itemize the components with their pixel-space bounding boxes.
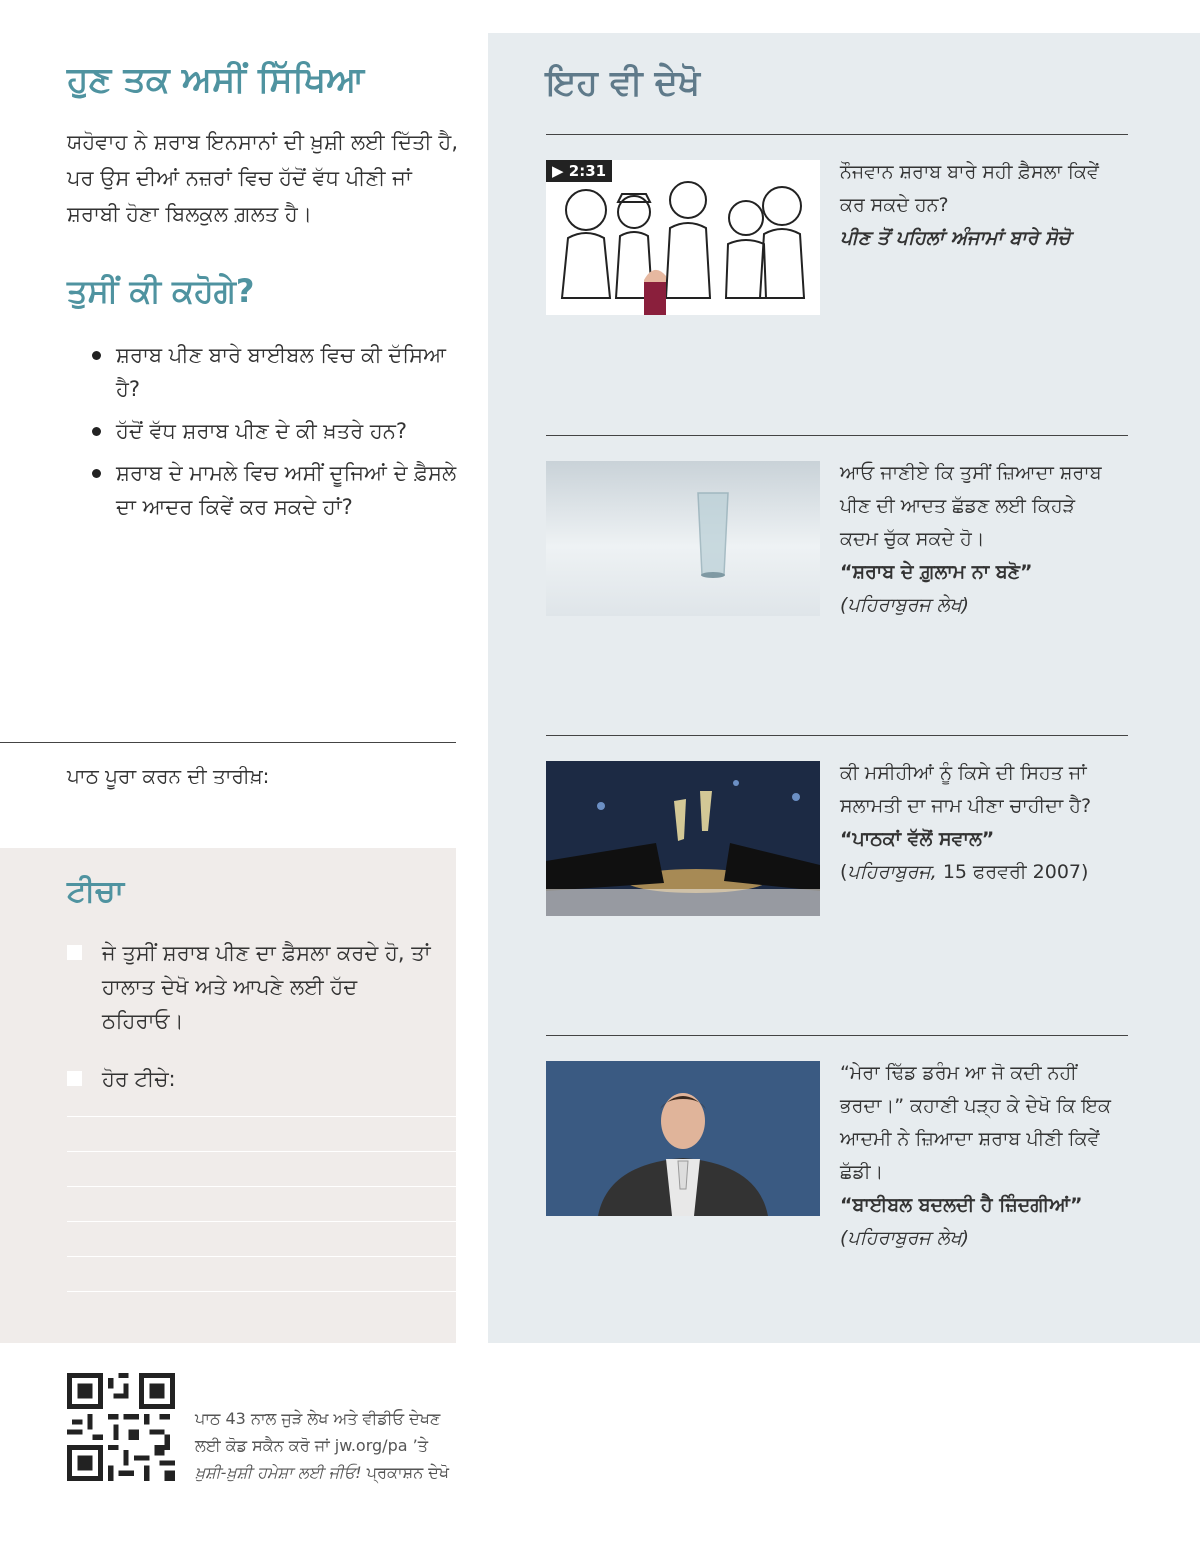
item-source: (ਪਹਿਰਾਬੁਰਜ ਲੇਖ): [840, 594, 970, 616]
see-also-panel: [488, 33, 1200, 1343]
item-link-title[interactable]: ਪੀਣ ਤੋਂ ਪਹਿਲਾਂ ਅੰਜਾਮਾਂ ਬਾਰੇ ਸੋਚੋ: [840, 227, 1071, 249]
summary-text: ਯਹੋਵਾਹ ਨੇ ਸ਼ਰਾਬ ਇਨਸਾਨਾਂ ਦੀ ਖ਼ੁਸ਼ੀ ਲਈ ਦਿੱਤੀ ਹੈ, ਪਰ ਉਸ ਦੀਆਂ ਨਜ਼ਰਾਂ ਵਿਚ ਹੱਦੋਂ ਵੱਧ ਪੀਣੀ ਜਾਂ ਸ਼ਰਾਬੀ ਹੋਣਾ ਬਿਲਕੁਲ ਗ਼ਲਤ ਹੈ।: [67, 130, 458, 226]
item-divider: [546, 134, 1128, 135]
completion-date-label: ਪਾਠ ਪੂਰਾ ਕਰਨ ਦੀ ਤਾਰੀਖ਼:: [67, 764, 270, 788]
man-portrait-image: [546, 1061, 820, 1216]
qr-code-icon[interactable]: [67, 1373, 175, 1481]
item-description: ਆਓ ਜਾਣੀਏ ਕਿ ਤੁਸੀਂ ਜ਼ਿਆਦਾ ਸ਼ਰਾਬ ਪੀਣ ਦੀ ਆਦਤ ਛੱਡਣ ਲਈ ਕਿਹੜੇ ਕਦਮ ਚੁੱਕ ਸਕਦੇ ਹੋ।: [840, 462, 1102, 550]
goal-box: [0, 848, 456, 1343]
item-link-title[interactable]: “ਸ਼ਰਾਬ ਦੇ ਗ਼ੁਲਾਮ ਨਾ ਬਣੋ”: [840, 561, 1033, 583]
goal-title: ਟੀਚਾ: [67, 874, 125, 909]
goal-item: [67, 936, 437, 1038]
question-item: ਹੱਦੋਂ ਵੱਧ ਸ਼ਰਾਬ ਪੀਣ ਦੇ ਕੀ ਖ਼ਤਰੇ ਹਨ?: [88, 414, 458, 448]
see-also-item: [546, 1035, 1128, 1249]
video-duration: ▶ 2:31: [546, 160, 612, 182]
see-also-item: [546, 735, 1128, 883]
question-item: ਸ਼ਰਾਬ ਦੇ ਮਾਮਲੇ ਵਿਚ ਅਸੀਂ ਦੂਜਿਆਂ ਦੇ ਫ਼ੈਸਲੇ ਦਾ ਆਦਰ ਕਿਵੇਂ ਕਰ ਸਕਦੇ ਹਾਂ?: [88, 456, 458, 524]
footer-line: ਪਾਠ 43 ਨਾਲ ਜੁੜੇ ਲੇਖ ਅਤੇ ਵੀਡੀਓ ਦੇਖਣ: [195, 1409, 441, 1428]
article-thumbnail[interactable]: [546, 1061, 820, 1216]
footer-line: ਲਈ ਕੋਡ ਸਕੈਨ ਕਰੋ ਜਾਂ jw.org/pa ’ਤੇ: [195, 1436, 428, 1455]
item-description: ਕੀ ਮਸੀਹੀਆਂ ਨੂੰ ਕਿਸੇ ਦੀ ਸਿਹਤ ਜਾਂ ਸਲਾਮਤੀ ਦਾ ਜਾਮ ਪੀਣਾ ਚਾਹੀਦਾ ਹੈ?: [840, 762, 1092, 817]
item-description: ਨੌਜਵਾਨ ਸ਼ਰਾਬ ਬਾਰੇ ਸਹੀ ਫ਼ੈਸਲਾ ਕਿਵੇਂ ਕਰ ਸਕਦੇ ਹਨ?: [840, 161, 1099, 216]
item-text: [840, 156, 1115, 255]
goal-item-other: [67, 1062, 437, 1096]
toast-image: [546, 761, 820, 916]
item-source: (ਪਹਿਰਾਬੁਰਜ ਲੇਖ): [840, 1227, 970, 1249]
goal-write-lines: [67, 1116, 456, 1326]
goal-checkbox[interactable]: [67, 945, 82, 960]
source-publication: ਪਹਿਰਾਬੁਰਜ,: [847, 861, 937, 883]
article-thumbnail[interactable]: [546, 461, 820, 616]
cartoon-illustration: [546, 160, 820, 315]
divider: [0, 742, 456, 743]
item-link-title[interactable]: “ਬਾਈਬਲ ਬਦਲਦੀ ਹੈ ਜ਼ਿੰਦਗੀਆਂ”: [840, 1194, 1083, 1216]
item-divider: [546, 735, 1128, 736]
question-item: ਸ਼ਰਾਬ ਪੀਣ ਬਾਰੇ ਬਾਈਬਲ ਵਿਚ ਕੀ ਦੱਸਿਆ ਹੈ?: [88, 338, 458, 406]
item-source: (ਪਹਿਰਾਬੁਰਜ, 15 ਫਰਵਰੀ 2007): [840, 861, 1089, 883]
item-title-line: [840, 1189, 1115, 1255]
glass-image: [546, 461, 820, 616]
footer-text: [195, 1405, 515, 1486]
source-date: 15 ਫਰਵਰੀ 2007: [942, 861, 1082, 883]
publication-name[interactable]: ਖ਼ੁਸ਼ੀ-ਖ਼ੁਸ਼ੀ ਹਮੇਸ਼ਾ ਲਈ ਜੀਓ!: [195, 1463, 362, 1482]
goal-text: ਜੇ ਤੁਸੀਂ ਸ਼ਰਾਬ ਪੀਣ ਦਾ ਫ਼ੈਸਲਾ ਕਰਦੇ ਹੋ, ਤਾਂ ਹਾਲਾਤ ਦੇਖੋ ਅਤੇ ਆਪਣੇ ਲਈ ਹੱਦ ਠਹਿਰਾਓ।: [102, 941, 431, 1033]
footer-line-rest: ਪ੍ਰਕਾਸ਼ਨ ਦੇਖੋ: [361, 1463, 450, 1482]
video-thumbnail[interactable]: [546, 160, 820, 315]
item-text: [840, 457, 1115, 622]
see-also-item: [546, 134, 1128, 249]
see-also-title: ਇਹ ਵੀ ਦੇਖੋ: [546, 63, 701, 103]
questions-list: [88, 338, 458, 532]
item-divider: [546, 435, 1128, 436]
summary-title: ਹੁਣ ਤਕ ਅਸੀਂ ਸਿੱਖਿਆ: [67, 60, 365, 100]
item-text: [840, 1057, 1115, 1255]
goal-checkbox[interactable]: [67, 1071, 82, 1086]
item-link-title[interactable]: “ਪਾਠਕਾਂ ਵੱਲੋਂ ਸਵਾਲ”: [840, 828, 995, 850]
item-text: [840, 757, 1115, 889]
see-also-item: [546, 435, 1128, 616]
item-divider: [546, 1035, 1128, 1036]
item-description: “ਮੇਰਾ ਢਿੱਡ ਡਰੰਮ ਆ ਜੋ ਕਦੀ ਨਹੀਂ ਭਰਦਾ।” ਕਹਾਣੀ ਪੜ੍ਹ ਕੇ ਦੇਖੋ ਕਿ ਇਕ ਆਦਮੀ ਨੇ ਜ਼ਿਆਦਾ ਸ਼ਰਾਬ ਪੀਣੀ ਕਿਵੇਂ ਛੱਡੀ।: [840, 1062, 1111, 1183]
questions-title: ਤੁਸੀਂ ਕੀ ਕਹੋਗੇ?: [67, 272, 255, 310]
footer-line: [195, 1459, 515, 1486]
article-thumbnail[interactable]: [546, 761, 820, 916]
goal-text: ਹੋਰ ਟੀਚੇ:: [102, 1067, 176, 1091]
